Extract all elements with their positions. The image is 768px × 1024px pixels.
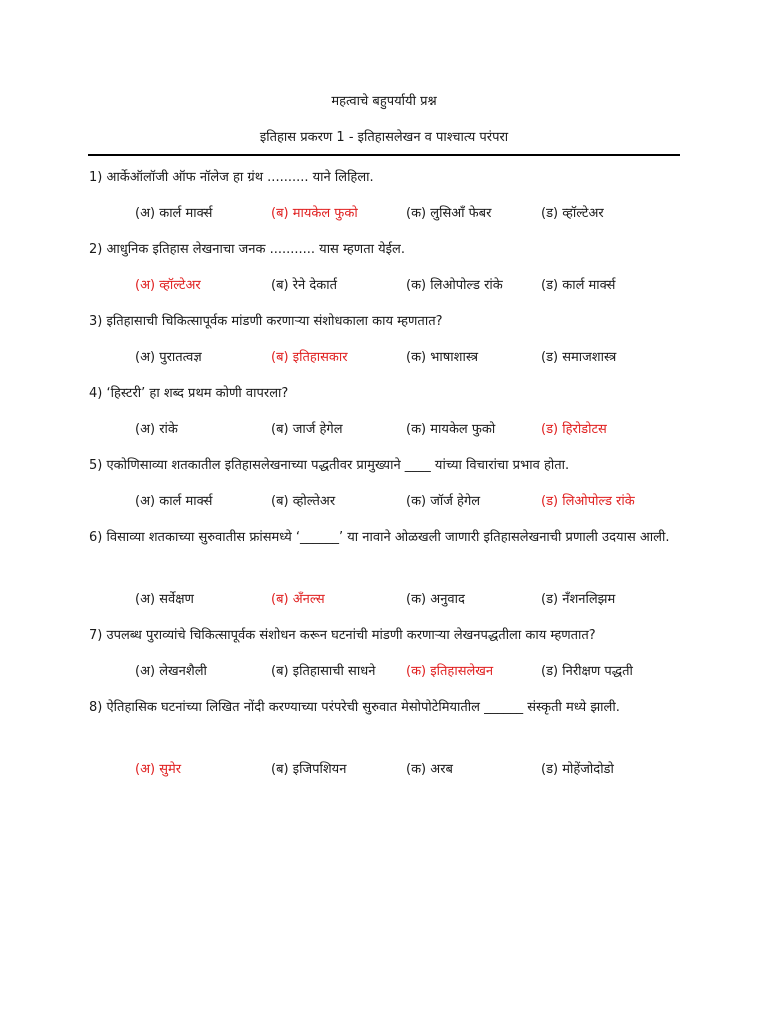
question-4-options <box>0 418 768 442</box>
q4-option-a: (अ) रांके <box>135 422 178 437</box>
q2-option-d: (ड) कार्ल मार्क्स <box>541 278 616 293</box>
q4-option-c: (क) मायकेल फुको <box>406 422 496 437</box>
q8-option-d: (ड) मोहेंजोदोडो <box>541 762 614 777</box>
q8-option-a: (अ) सुमेर <box>135 762 182 777</box>
question-1: 1) आर्केऑलॉजी ऑफ नॉलेज हा ग्रंथ .......... याने लिहिला. <box>89 170 374 185</box>
question-5-options <box>0 490 768 514</box>
q3-option-b: (ब) इतिहासकार <box>271 350 348 365</box>
chapter-subtitle: इतिहास प्रकरण 1 - इतिहासलेखन व पाश्चात्य परंपरा <box>259 130 509 145</box>
question-2-options <box>0 274 768 298</box>
q3-option-c: (क) भाषाशास्त्र <box>406 350 479 365</box>
q8-option-c: (क) अरब <box>406 762 453 777</box>
q1-option-a: (अ) कार्ल मार्क्स <box>135 206 213 221</box>
question-4: 4) ‘हिस्टरी’ हा शब्द प्रथम कोणी वापरला? <box>89 386 289 401</box>
q2-option-b: (ब) रेने देकार्त <box>271 278 338 293</box>
q3-option-a: (अ) पुरातत्वज्ञ <box>135 350 202 365</box>
q6-option-c: (क) अनुवाद <box>406 592 465 607</box>
q2-option-c: (क) लिओपोल्ड रांके <box>406 278 503 293</box>
q7-option-b: (ब) इतिहासाची साधने <box>271 664 376 679</box>
question-6-options <box>0 588 768 612</box>
question-1-options <box>0 202 768 226</box>
q5-option-b: (ब) व्होल्तेअर <box>271 494 336 509</box>
header-divider <box>88 154 680 156</box>
q1-option-b: (ब) मायकेल फुको <box>271 206 358 221</box>
q4-option-d: (ड) हिरोडोटस <box>541 422 607 437</box>
question-3-options <box>0 346 768 370</box>
q5-option-a: (अ) कार्ल मार्क्स <box>135 494 213 509</box>
q1-option-c: (क) लुसिआँ फेबर <box>406 206 492 221</box>
question-5: 5) एकोणिसाव्या शतकातील इतिहासलेखनाच्या पद्धतीवर प्रामुख्याने ____ यांच्या विचारांचा प्रभाव होता. <box>89 458 570 473</box>
q5-option-c: (क) जॉर्ज हेगेल <box>406 494 481 509</box>
question-8-options <box>0 758 768 782</box>
q5-option-d: (ड) लिओपोल्ड रांके <box>541 494 635 509</box>
question-7-options <box>0 660 768 684</box>
question-8: 8) ऐतिहासिक घटनांच्या लिखित नोंदी करण्याच्या परंपरेची सुरुवात मेसोपोटेमियातील ______ संस्कृती मध्ये झाली. <box>89 700 620 715</box>
q7-option-d: (ड) निरीक्षण पद्धती <box>541 664 633 679</box>
q6-option-a: (अ) सर्वेक्षण <box>135 592 194 607</box>
page-title: महत्वाचे बहुपर्यायी प्रश्न <box>331 94 437 109</box>
q2-option-a: (अ) व्हॉल्टेअर <box>135 278 201 293</box>
question-6: 6) विसाव्या शतकाच्या सुरुवातीस फ्रांसमध्ये ‘______’ या नावाने ओळखली जाणारी इतिहासलेखनाची प्रणाली उदयास आली. <box>89 530 670 545</box>
q7-option-c: (क) इतिहासलेखन <box>406 664 494 679</box>
question-2: 2) आधुनिक इतिहास लेखनाचा जनक ........... यास म्हणता येईल. <box>89 242 405 257</box>
q7-option-a: (अ) लेखनशैली <box>135 664 207 679</box>
question-7: 7) उपलब्ध पुराव्यांचे चिकित्सापूर्वक संशोधन करून घटनांची मांडणी करणाऱ्या लेखनपद्धतीला काय म्हणतात? <box>89 628 596 643</box>
q3-option-d: (ड) समाजशास्त्र <box>541 350 617 365</box>
q8-option-b: (ब) इजिपशियन <box>271 762 347 777</box>
q1-option-d: (ड) व्हॉल्टेअर <box>541 206 604 221</box>
question-3: 3) इतिहासाची चिकित्सापूर्वक मांडणी करणाऱ्या संशोधकाला काय म्हणतात? <box>89 314 443 329</box>
q6-option-b: (ब) अँनल्स <box>271 592 325 607</box>
q4-option-b: (ब) जार्ज हेगेल <box>271 422 343 437</box>
q6-option-d: (ड) नँशनलिझम <box>541 592 616 607</box>
